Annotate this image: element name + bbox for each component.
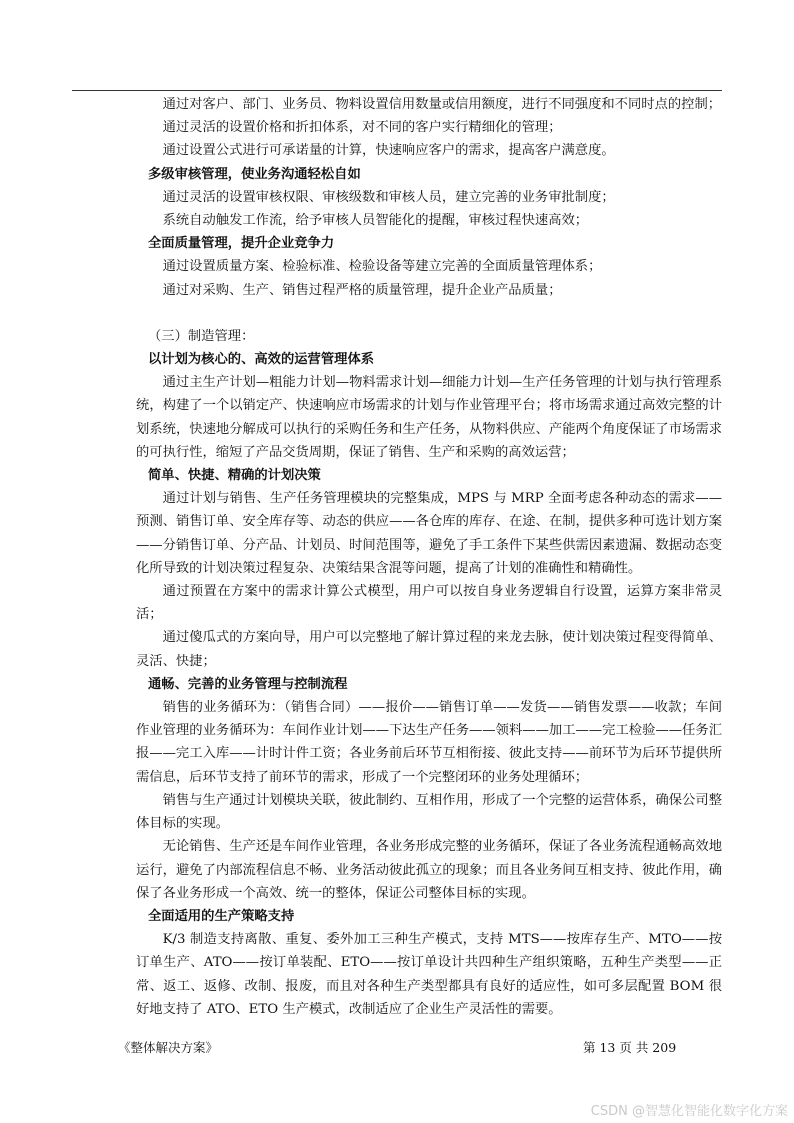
- paragraph-spacer: [136, 302, 722, 325]
- body-paragraph: 通过傻瓜式的方案向导，用户可以完整地了解计算过程的来龙去脉，使计划决策过程变得简单、灵活、快捷；: [136, 630, 722, 669]
- body-paragraph: 通过灵活的设置价格和折扣体系，对不同的客户实行精细化的管理；: [162, 120, 562, 136]
- body-paragraph: 销售与生产通过计划模块关联，彼此制约、互相作用，形成了一个完整的运营体系，确保公司整体目标的实现。: [136, 792, 722, 832]
- document-body: [136, 93, 722, 1021]
- csdn-watermark: CSDN @智慧化智能化数字化方案: [590, 1104, 788, 1119]
- body-paragraph: 通过设置质量方案、检验标准、检验设备等建立完善的全面质量管理体系；: [162, 259, 602, 275]
- body-paragraph: 销售的业务循环为：（销售合同）——报价——销售订单——发货——销售发票——收款；车间作业管理的业务循环为：车间作业计划——下达生产任务——领料——加工——完工检验——任务汇报——完工入库——计时计件工资；各业务前后环节互相衔接、彼此支持——前环节为后环节提供所需信息，后环节支持了前环节的需求，形成了一个完整闭环的业务处理循环；: [136, 700, 722, 785]
- body-paragraph: 无论销售、生产还是车间作业管理，各业务形成完整的业务循环，保证了各业务流程通畅高效地运行，避免了内部流程信息不畅、业务活动彼此孤立的现象；而且各业务间互相支持、彼此作用，确保了各业务形成一个高效、统一的整体，保证公司整体目标的实现。: [136, 839, 722, 901]
- header-rule: [72, 90, 722, 91]
- body-paragraph: 通过计划与销售、生产任务管理模块的完整集成，MPS 与 MRP 全面考虑各种动态的需求——预测、销售订单、安全库存等、动态的供应——各仓库的库存、在途、在制，提供多种可选计划方案——分销售订单、分产品、计划员、时间范围等，避免了手工条件下某些供需因素遗漏、数据动态变化所导致的计划决策过程复杂、决策结果含混等问题，提高了计划的准确性和精确性。: [136, 491, 722, 576]
- section-heading: （三）制造管理：: [148, 328, 255, 344]
- subsection-heading: 简单、快捷、精确的计划决策: [148, 468, 321, 484]
- subsection-heading: 以计划为核心的、高效的运营管理体系: [148, 352, 375, 368]
- body-paragraph: 通过预置在方案中的需求计算公式模型，用户可以按自身业务逻辑自行设置，运算方案非常灵活；: [136, 584, 722, 623]
- body-paragraph: K/3 制造支持离散、重复、委外加工三种生产模式，支持 MTS——按库存生产、MTO——按订单生产、ATO——按订单装配、ETO——按订单设计共四种生产组织策略，五种生产类型——正常、返工、返修、改制、报废，而且对各种生产类型都具有良好的适应性，如可多层配置 BOM 很好地支持了 ATO、ETO 生产模式，改制适应了企业生产灵活性的需要。: [136, 932, 722, 1017]
- subsection-heading: 全面适用的生产策略支持: [148, 908, 295, 924]
- body-paragraph: 通过主生产计划—粗能力计划—物料需求计划—细能力计划—生产任务管理的计划与执行管理系统，构建了一个以销定产、快速响应市场需求的计划与作业管理平台；将市场需求通过高效完整的计划系统，快速地分解成可以执行的采购任务和生产任务，从物料供应、产能两个角度保证了市场需求的可执行性，缩短了产品交货周期，保证了销售、生产和采购的高效运营；: [136, 375, 722, 460]
- footer-document-title: 《整体解决方案》: [118, 1040, 219, 1055]
- footer-page-number: 第 13 页 共 209: [583, 1040, 677, 1055]
- body-paragraph: 通过设置公式进行可承诺量的计算，快速响应客户的需求，提高客户满意度。: [162, 143, 615, 159]
- body-paragraph: 系统自动触发工作流，给予审核人员智能化的提醒，审核过程快速高效；: [162, 213, 589, 229]
- subsection-heading: 通畅、完善的业务管理与控制流程: [148, 676, 348, 692]
- body-paragraph: 通过对采购、生产、销售过程严格的质量管理，提升企业产品质量；: [162, 282, 562, 298]
- body-paragraph: 通过灵活的设置审核权限、审核级数和审核人员，建立完善的业务审批制度；: [162, 189, 615, 205]
- body-paragraph: 通过对客户、部门、业务员、物料设置信用数量或信用额度，进行不同强度和不同时点的控制；: [162, 97, 722, 112]
- subsection-heading: 多级审核管理，使业务沟通轻松自如: [148, 166, 361, 182]
- subsection-heading: 全面质量管理，提升企业竞争力: [148, 236, 335, 252]
